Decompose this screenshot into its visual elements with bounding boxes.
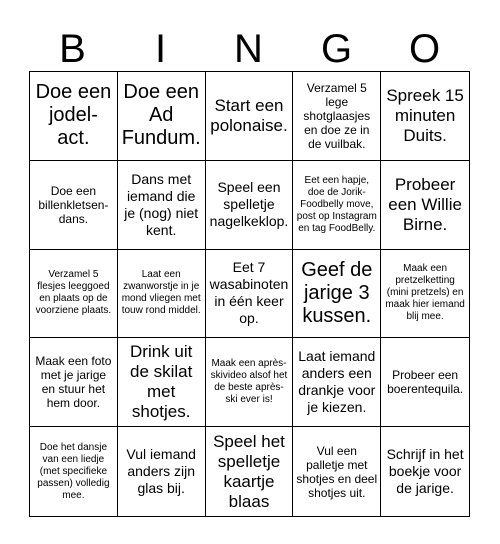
header-letter-o: O [408,27,442,71]
bingo-cell[interactable]: Drink uit de skilat met shotjes. [118,338,206,427]
bingo-cell[interactable]: Speel het spelletje kaartje blaas [206,427,294,516]
bingo-cell[interactable]: Maak een pretzelketting (mini pretzels) en maak hier iemand blij mee. [381,250,469,339]
bingo-cell[interactable]: Eet 7 wasabinoten in één keer op. [206,250,294,339]
bingo-cell[interactable]: Probeer een Willie Birne. [381,161,469,250]
bingo-cell[interactable]: Doe het dansje van een liedje (met specifieke passen) volledig mee. [30,427,118,516]
header-letter-i: I [154,27,168,71]
bingo-cell[interactable]: Doe een jodel-act. [30,72,118,161]
bingo-cell[interactable]: Laat iemand anders een drankje voor je kiezen. [293,338,381,427]
bingo-cell[interactable]: Doe een Ad Fundum. [118,72,206,161]
bingo-cell[interactable]: Speel een spelletje nagelkeklop. [206,161,294,250]
bingo-cell[interactable]: Verzamel 5 flesjes leeggoed en plaats op de voorziene plaats. [30,250,118,339]
bingo-cell[interactable]: Doe een billenkletsen-dans. [30,161,118,250]
bingo-cell[interactable]: Eet een hapje, doe de Jorik-Foodbelly move, post op Instagram en tag FoodBelly. [293,161,381,250]
bingo-cell[interactable]: Maak een après-skivideo alsof het de beste après-ski ever is! [206,338,294,427]
bingo-cell[interactable]: Laat een zwanworstje in je mond vliegen met touw rond middel. [118,250,206,339]
header-letter-g: G [320,27,354,71]
bingo-cell[interactable]: Schrijf in het boekje voor de jarige. [386,446,464,497]
header-letter-n: N [234,27,264,71]
bingo-cell[interactable]: Geef de jarige 3 kussen. [293,250,381,339]
bingo-grid [29,71,470,517]
bingo-cell[interactable]: Spreek 15 minuten Duits. [381,72,469,161]
bingo-cell[interactable]: Dans met iemand die je (nog) niet kent. [118,161,206,250]
bingo-cell[interactable]: Probeer een boerentequila. [381,338,469,427]
bingo-cell[interactable]: Vul iemand anders zijn glas bij. [118,427,206,516]
bingo-cell[interactable]: Maak een foto met je jarige en stuur het hem door. [30,338,118,427]
bingo-cell[interactable]: Start een polonaise. [206,72,294,161]
header-letter-b: B [59,27,87,71]
bingo-cell[interactable]: Vul een palletje met shotjes en deel shotjes uit. [293,427,381,516]
bingo-cell[interactable]: Verzamel 5 lege shotglaasjes en doe ze in de vuilbak. [293,72,381,161]
bingo-header [29,27,469,71]
